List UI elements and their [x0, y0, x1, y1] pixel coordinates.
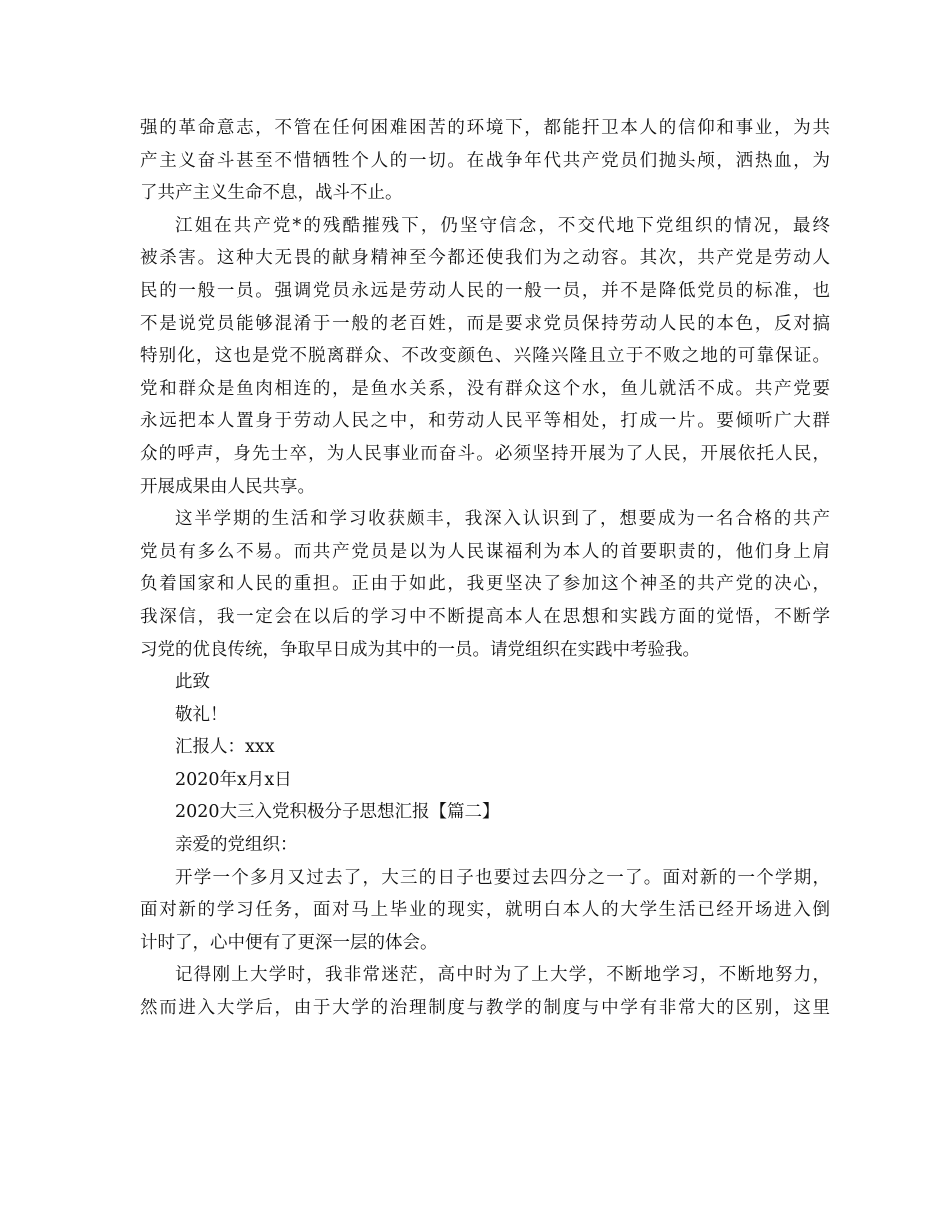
closing-block — [140, 666, 830, 796]
text-line: 江姐在共产党*的残酷摧残下，仍坚守信念，不交代地下党组织的情况，最终 — [175, 215, 830, 236]
paragraph-memory — [140, 959, 830, 1024]
text-line: 这半学期的生活和学习收获颇丰，我深入认识到了，想要成为一名合格的共产 — [175, 509, 830, 530]
paragraph-school-start — [140, 862, 830, 960]
text-line: 党和群众是鱼肉相连的，是鱼水关系，没有群众这个水，鱼儿就活不成。共产党要 — [140, 378, 830, 399]
section-title: 2020大三入党积极分子思想汇报【篇二】 — [175, 802, 500, 823]
text-line: 开学一个多月又过去了，大三的日子也要过去四分之一了。面对新的一个学期， — [175, 867, 830, 888]
text-line: 民的一般一员。强调党员永远是劳动人民的一般一员，并不是降低党员的标准，也 — [140, 280, 830, 301]
text-line: 党员有多么不易。而共产党员是以为人民谋福利为本人的首要职责的，他们身上肩 — [140, 541, 830, 562]
text-line: 强的革命意志，不管在任何困难困苦的环境下，都能扞卫本人的信仰和事业，为共 — [140, 118, 830, 138]
salutation: 亲爱的党组织： — [175, 835, 298, 856]
report-date: 2020年x月x日 — [175, 769, 292, 790]
document-page — [140, 112, 830, 1025]
text-line: 被杀害。这种大无畏的献身精神至今都还使我们为之动容。其次，共产党是劳动人 — [140, 248, 830, 269]
text-line: 习党的优良传统，争取早日成为其中的一员。请党组织在实践中考验我。 — [140, 639, 700, 660]
text-line: 了共产主义生命不息，战斗不止。 — [140, 183, 403, 204]
paragraph-continued — [140, 112, 830, 210]
paragraph-jiangjie — [140, 210, 830, 503]
text-line: 众的呼声，身先士卒，为人民事业而奋斗。必须坚持开展为了人民，开展依托人民， — [140, 443, 830, 464]
text-line: 我深信，我一定会在以后的学习中不断提高本人在思想和实践方面的觉悟，不断学 — [140, 606, 830, 627]
text-line: 不是说党员能够混淆于一般的老百姓，而是要求党员保持劳动人民的本色，反对搞 — [140, 313, 830, 334]
text-line: 计时了，心中便有了更深一层的体会。 — [140, 932, 438, 953]
reporter-signature: 汇报人：xxx — [175, 737, 275, 758]
paragraph-semester — [140, 503, 830, 666]
text-line: 然而进入大学后，由于大学的治理制度与教学的制度与中学有非常大的区别，这里 — [140, 998, 830, 1019]
text-line: 开展成果由人民共享。 — [140, 476, 315, 497]
text-line: 特别化，这也是党不脱离群众、不改变颜色、兴隆兴隆且立于不败之地的可靠保证。 — [140, 346, 830, 367]
closing-salute: 敬礼！ — [175, 704, 228, 725]
text-line: 产主义奋斗甚至不惜牺牲个人的一切。在战争年代共产党员们抛头颅，洒热血，为 — [140, 150, 830, 171]
text-line: 永远把本人置身于劳动人民之中，和劳动人民平等相处，打成一片。要倾听广大群 — [140, 411, 830, 432]
closing-greeting: 此致 — [175, 672, 210, 693]
text-line: 负着国家和人民的重担。正由于如此，我更坚决了参加这个神圣的共产党的决心， — [140, 574, 830, 595]
text-line: 面对新的学习任务，面对马上毕业的现实，就明白本人的大学生活已经开场进入倒 — [140, 900, 830, 921]
text-line: 记得刚上大学时，我非常迷茫，高中时为了上大学，不断地学习，不断地努力， — [175, 965, 830, 986]
